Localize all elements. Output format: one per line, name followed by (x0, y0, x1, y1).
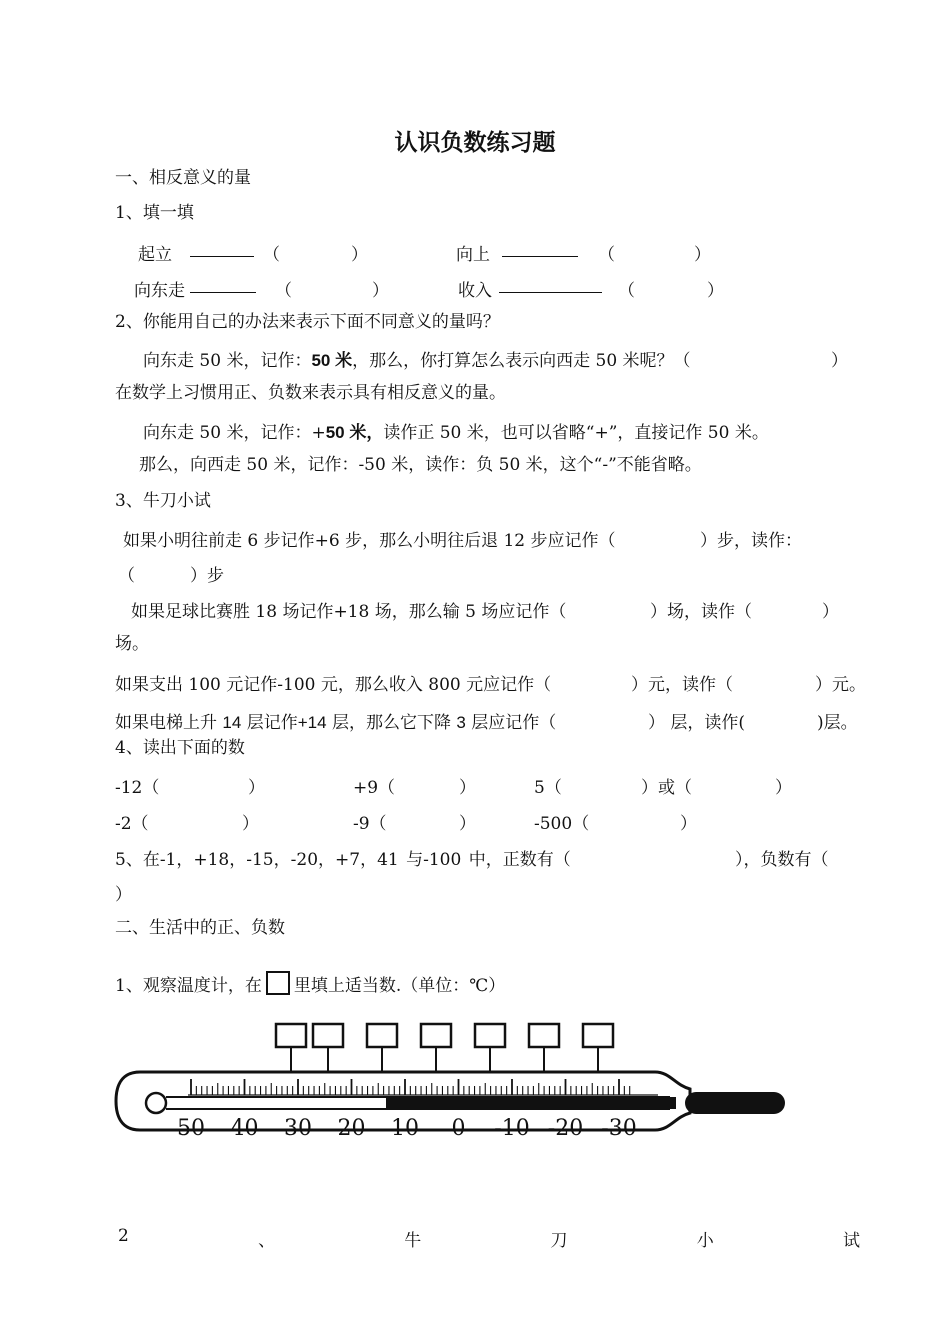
scale-label: 40 (230, 1116, 259, 1141)
therm-question (115, 971, 505, 996)
q2-heading: 2、你能用自己的办法来表示下面不同意义的量吗？ (115, 312, 500, 332)
q2-line2: 在数学上习惯用正、负数来表示具有相反意义的量。 (115, 383, 506, 403)
footer-line (118, 1226, 860, 1251)
q3-l6-text-b: 层记作 (241, 713, 298, 733)
q1-row1-blank-a[interactable] (190, 240, 254, 257)
q3-l3-a: 如果足球比赛胜 18 场记作+18 场，那么输 5 场应记作（ (131, 602, 567, 622)
answer-box-1[interactable] (276, 1024, 306, 1047)
q2-line1-bold: 50 米 (311, 351, 353, 370)
thermometer-left-bulb (146, 1093, 166, 1113)
q3-l5-c: ）元。 (815, 675, 866, 695)
q1-row2-lp-b: （ (618, 281, 635, 301)
q3-l1-b: ）步，读作： (700, 531, 802, 551)
footer-char-2: 牛 (404, 1231, 422, 1251)
q4-r1-6: ） (775, 778, 792, 798)
q5-b: ），负数有（ (735, 850, 829, 870)
answer-box-2[interactable] (313, 1024, 343, 1047)
q4-heading: 4、读出下面的数 (115, 738, 245, 758)
q2-line1 (143, 346, 691, 371)
q3-l6-num1: 14 (222, 713, 242, 732)
q4-r1-4: 5（ (534, 778, 562, 798)
q3-l6 (115, 708, 556, 733)
footer-char-4: 小 (696, 1231, 714, 1251)
q1-row1-rp-b: ） (694, 245, 711, 265)
therm-question-text-a: 1、观察温度计，在 (115, 976, 262, 996)
q1-row1-label-a: 起立 (138, 245, 172, 265)
mercury-column (386, 1097, 676, 1109)
q2-line3 (143, 418, 769, 443)
q3-l5-a: 如果支出 100 元记作-100 元，那么收入 800 元应记作（ (115, 675, 552, 695)
scale-labels (177, 1116, 637, 1141)
q4-r1-0: -12（ (115, 778, 160, 798)
scale-label: 10 (391, 1116, 419, 1141)
q4-r1-5: ）或（ (641, 778, 692, 798)
q3-l5-b: ）元，读作（ (631, 675, 733, 695)
q3-l6-f: )层。 (817, 713, 858, 733)
q1-row1-label-b: 向上 (456, 245, 490, 265)
section-heading-2: 二、生活中的正、负数 (115, 918, 285, 938)
q2-line1-text-a: 向东走 50 米，记作： (143, 351, 312, 371)
answer-box-7[interactable] (583, 1024, 613, 1047)
q4-r1-3: ） (459, 778, 476, 798)
q5-c: ） (115, 885, 132, 905)
footer-char-3: 刀 (550, 1231, 568, 1251)
q3-l2-a: （ (118, 566, 135, 586)
q2-line1-text-b: ，那么，你打算怎么表示向西走 50 米呢？（ (352, 351, 691, 371)
q1-row2-blank-a[interactable] (190, 276, 256, 293)
q4-r2-0: -2（ (115, 814, 149, 834)
q4-r1-2: +9（ (353, 778, 396, 798)
q3-l1-a: 如果小明往前走 6 步记作+6 步，那么小明往后退 12 步应记作（ (123, 531, 616, 551)
q3-l6-e: ） 层，读作( (648, 713, 746, 733)
answer-boxes (276, 1024, 613, 1077)
page-title: 认识负数练习题 (394, 130, 556, 156)
scale-label: 20 (337, 1116, 366, 1141)
thermometer-figure (110, 1015, 800, 1150)
q1-row2-rp-b: ） (707, 281, 724, 301)
q3-heading: 3、牛刀小试 (115, 491, 211, 511)
q3-l6-text-c: 层，那么它下降 (326, 713, 457, 733)
q2-line3-text-b: 读作正 50 米，也可以省略“+”，直接记作 50 米。 (383, 423, 769, 443)
answer-box-4[interactable] (421, 1024, 451, 1047)
footer-char-1: 、 (258, 1231, 276, 1251)
q3-l6-num2: +14 (297, 713, 327, 732)
q1-row2-label-a: 向东走 (134, 281, 185, 301)
scale-label: -10 (494, 1116, 530, 1141)
q3-l6-text-d: 层应记作（ (465, 713, 557, 733)
q1-row2-rp-a: ） (372, 281, 389, 301)
answer-box-icon (266, 971, 290, 995)
q4-r2-5: ） (680, 814, 697, 834)
q4-r2-2: -9（ (353, 814, 387, 834)
section-heading-1: 一、相反意义的量 (115, 168, 251, 188)
q3-l6-text-a: 如果电梯上升 (115, 713, 223, 733)
answer-box-3[interactable] (367, 1024, 397, 1047)
scale-label: 50 (177, 1116, 205, 1141)
footer-char-0: 2 (118, 1226, 129, 1246)
q3-l2-b: ）步 (190, 566, 224, 586)
q3-l3-c: ） (822, 602, 839, 622)
answer-box-5[interactable] (475, 1024, 505, 1047)
scale-label: -20 (547, 1116, 584, 1141)
q4-r2-4: -500（ (534, 814, 590, 834)
q1-row1-blank-b[interactable] (502, 240, 578, 257)
q4-r2-3: ） (459, 814, 476, 834)
q4-r1-1: ） (248, 778, 265, 798)
q1-row2-lp-a: （ (275, 281, 292, 301)
scale-label: -30 (601, 1116, 637, 1141)
q2-line1-end: ） (831, 351, 848, 371)
q1-row2-label-b: 收入 (458, 281, 492, 301)
q3-l6-num3: 3 (456, 713, 466, 732)
thermometer-reservoir (685, 1092, 785, 1114)
q1-row1-rp-a: ） (351, 245, 368, 265)
q2-line3-bold: 50 米， (325, 423, 384, 442)
q3-l4: 场。 (115, 634, 149, 654)
therm-question-text-b: 里填上适当数.（单位：℃） (293, 976, 506, 996)
scale-label: 0 (451, 1116, 466, 1141)
q1-row1-lp-b: （ (598, 245, 615, 265)
q1-row1-lp-a: （ (263, 245, 280, 265)
footer-char-5: 试 (843, 1231, 860, 1251)
q5-a: 5、在-1，+18，-15，-20，+7，41 与-100 中，正数有（ (115, 850, 571, 870)
q2-line4: 那么，向西走 50 米，记作：-50 米，读作：负 50 米，这个“-”不能省略。 (139, 455, 702, 475)
q4-r2-1: ） (242, 814, 259, 834)
scale-label: 30 (284, 1116, 312, 1141)
answer-box-6[interactable] (529, 1024, 559, 1047)
q2-line3-text-a: 向东走 50 米，记作：+ (143, 423, 326, 443)
q1-row2-blank-b[interactable] (499, 276, 602, 293)
q3-l3-b: ）场，读作（ (650, 602, 752, 622)
q1-heading: 1、填一填 (115, 203, 194, 223)
